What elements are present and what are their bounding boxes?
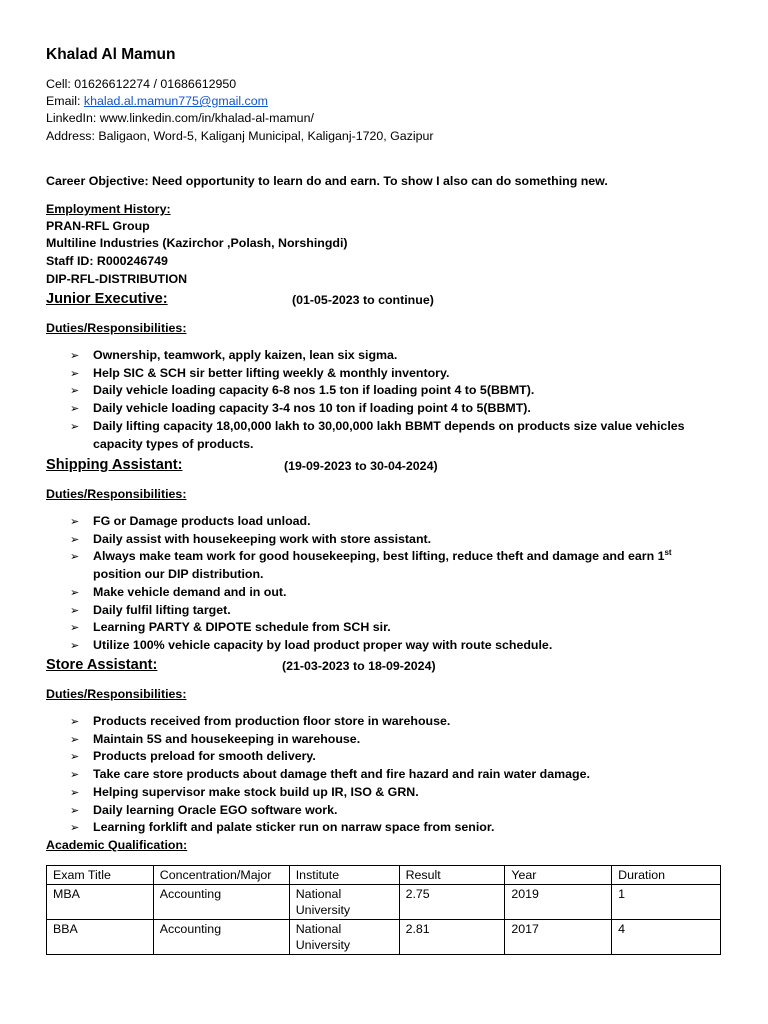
duty-text: Always make team work for good housekeeping, best lifting, reduce theft and damage and earn 1st position our DIP distribution. [93,548,672,582]
job-period: (01-05-2023 to continue) [292,293,434,307]
employment-heading: Employment History: [46,202,171,216]
duties-heading: Duties/Responsibilities: [46,487,187,501]
table-cell: Accounting [153,884,289,919]
cell-phone: Cell: 01626612274 / 01686612950 [46,77,237,91]
career-objective: Career Objective: Need opportunity to learn do and earn. To show I also can do something new. [46,174,608,188]
duties-heading: Duties/Responsibilities: [46,321,187,335]
academic-heading: Academic Qualification: [46,838,188,852]
arrow-bullet-icon: ➢ [70,349,80,362]
duty-item: ➢ Learning forklift and palate sticker run on narraw space from senior. [70,819,710,837]
duty-item: ➢ Products received from production floor store in warehouse. [70,713,710,731]
table-cell: National University [289,884,399,919]
arrow-bullet-icon: ➢ [70,419,80,433]
duty-item: ➢ Maintain 5S and housekeeping in warehouse. [70,731,710,749]
arrow-bullet-icon: ➢ [70,785,80,799]
division: DIP-RFL-DISTRIBUTION [46,272,188,286]
candidate-name: Khalad Al Mamun [46,46,176,63]
column-header: Concentration/Major [153,866,289,885]
table-cell: MBA [47,884,154,919]
arrow-bullet-icon: ➢ [70,803,80,817]
arrow-bullet-icon: ➢ [70,621,80,635]
table-cell: 2.81 [399,919,505,954]
email-label: Email: [46,94,84,108]
duty-item: ➢ Utilize 100% vehicle capacity by load product proper way with route schedule. [70,637,710,655]
duty-item: ➢ Daily learning Oracle EGO software work. [70,802,710,820]
job-period: (21-03-2023 to 18-09-2024) [282,659,436,673]
duty-item: ➢ Learning PARTY & DIPOTE schedule from SCH sir. [70,619,710,637]
email-line [46,93,268,110]
email-link[interactable]: khalad.al.mamun775@gmail.com [83,94,268,108]
arrow-bullet-icon: ➢ [70,750,80,764]
arrow-bullet-icon: ➢ [70,532,80,546]
arrow-bullet-icon: ➢ [70,715,80,728]
duty-item: ➢ Ownership, teamwork, apply kaizen, lean six sigma. [70,347,710,365]
arrow-bullet-icon: ➢ [70,384,80,398]
table-cell: 2017 [505,919,612,954]
column-header: Exam Title [47,866,154,885]
duties-list [70,347,710,453]
table-cell: Accounting [153,919,289,954]
duty-item: ➢ Take care store products about damage theft and fire hazard and rain water damage. [70,766,710,784]
table-cell: National University [289,919,399,954]
arrow-bullet-icon: ➢ [70,821,80,835]
duties-list [70,513,710,655]
arrow-bullet-icon: ➢ [70,732,80,746]
linkedin-line: LinkedIn: www.linkedin.com/in/khalad-al-mamun/ [46,111,314,125]
arrow-bullet-icon: ➢ [70,515,80,528]
table-cell: 4 [612,919,721,954]
job-title: Junior Executive: [46,291,168,307]
job-title: Store Assistant: [46,657,158,673]
column-header: Result [399,866,505,885]
duty-item: ➢ Make vehicle demand and in out. [70,584,710,602]
duty-item: ➢ Daily lifting capacity 18,00,000 lakh to 30,00,000 lakh BBMT depends on products size value vehicles capacity types of products. [70,418,685,451]
arrow-bullet-icon: ➢ [70,550,80,564]
duty-item: ➢ Helping supervisor make stock build up IR, ISO & GRN. [70,784,710,802]
table-header-row [47,866,721,885]
arrow-bullet-icon: ➢ [70,585,80,599]
duty-item: ➢ Daily fulfil lifting target. [70,602,710,620]
table-row [47,919,721,954]
duty-item: ➢ Daily assist with housekeeping work with store assistant. [70,531,710,549]
job-period: (19-09-2023 to 30-04-2024) [284,459,438,473]
column-header: Year [505,866,612,885]
table-cell: BBA [47,919,154,954]
academic-table [46,865,721,955]
duty-item [70,548,710,583]
table-cell: 2019 [505,884,612,919]
duties-heading: Duties/Responsibilities: [46,687,187,701]
table-cell: 2.75 [399,884,505,919]
duties-list [70,713,710,837]
arrow-bullet-icon: ➢ [70,366,80,380]
duty-item: ➢ Daily vehicle loading capacity 6-8 nos 1.5 ton if loading point 4 to 5(BBMT). [70,382,710,400]
column-header: Institute [289,866,399,885]
job-title: Shipping Assistant: [46,457,183,473]
company-name: PRAN-RFL Group [46,219,150,233]
arrow-bullet-icon: ➢ [70,402,80,416]
staff-id: Staff ID: R000246749 [46,254,168,268]
arrow-bullet-icon: ➢ [70,638,80,652]
duty-item: ➢ FG or Damage products load unload. [70,513,710,531]
company-unit: Multiline Industries (Kazirchor ,Polash, Norshingdi) [46,236,348,250]
duty-item: ➢ Help SIC & SCH sir better lifting weekly & monthly inventory. [70,365,710,383]
arrow-bullet-icon: ➢ [70,603,80,617]
duty-item: ➢ Daily vehicle loading capacity 3-4 nos 10 ton if loading point 4 to 5(BBMT). [70,400,710,418]
address-line: Address: Baligaon, Word-5, Kaliganj Municipal, Kaliganj-1720, Gazipur [46,129,434,143]
table-cell: 1 [612,884,721,919]
duty-item: ➢ Products preload for smooth delivery. [70,748,710,766]
table-row [47,884,721,919]
column-header: Duration [612,866,721,885]
arrow-bullet-icon: ➢ [70,768,80,782]
